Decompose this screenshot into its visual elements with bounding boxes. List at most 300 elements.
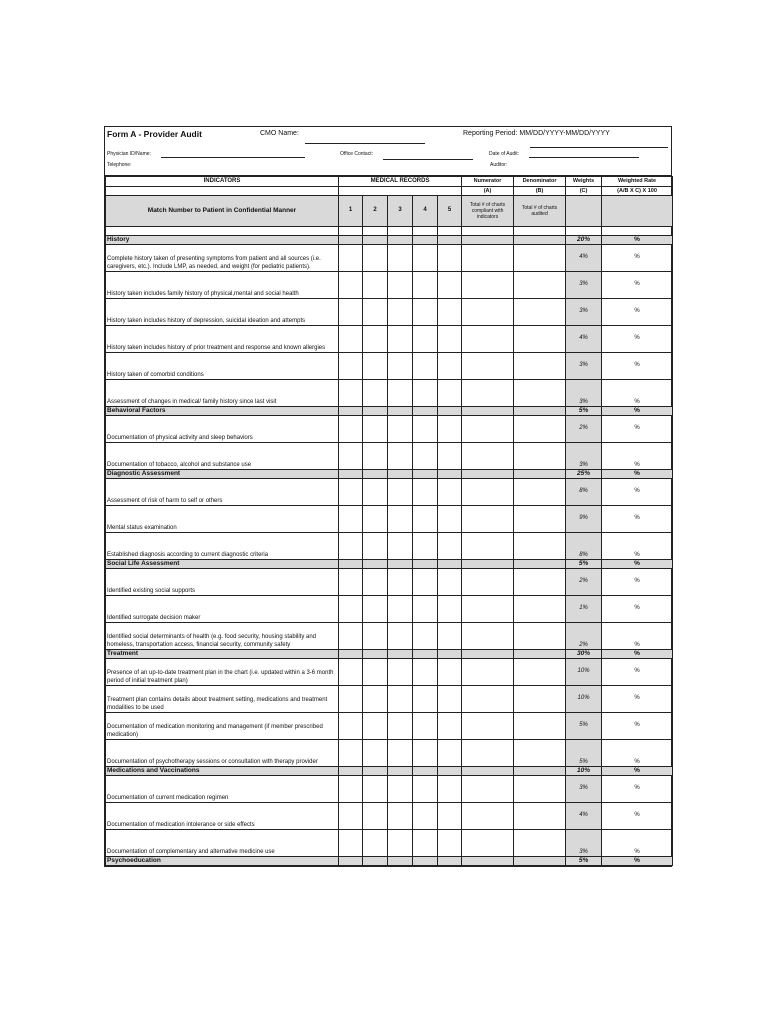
record-check-cell[interactable] (388, 623, 413, 650)
record-cell (438, 407, 462, 416)
denominator-input[interactable] (514, 353, 566, 380)
record-check-cell[interactable] (388, 506, 413, 533)
numerator-input[interactable] (462, 245, 514, 272)
weighted-rate-formula: (A/B X C) X 100 (602, 187, 673, 196)
numerator-input[interactable] (462, 443, 514, 470)
record-cell (413, 857, 438, 866)
section-title: Treatment (106, 650, 339, 659)
record-check-cell[interactable] (388, 380, 413, 407)
indicator-rate: % (602, 533, 673, 560)
denominator-input[interactable] (514, 416, 566, 443)
auditor-label: Auditor: (490, 162, 508, 168)
record-check-cell[interactable] (388, 479, 413, 506)
record-check-cell[interactable] (438, 299, 462, 326)
record-cell (363, 857, 388, 866)
indicator-text: Mental status examination (106, 506, 339, 533)
record-check-cell[interactable] (339, 740, 363, 767)
numerator-input[interactable] (462, 569, 514, 596)
denominator-header: Denominator (514, 177, 566, 187)
record-check-cell[interactable] (413, 659, 438, 686)
record-check-cell[interactable] (363, 686, 388, 713)
record-cell (388, 236, 413, 245)
record-check-cell[interactable] (388, 443, 413, 470)
indicator-weight: 4% (566, 803, 602, 830)
record-cell (388, 857, 413, 866)
numerator-cell (462, 767, 514, 776)
record-check-cell[interactable] (438, 740, 462, 767)
denominator-desc: Total # of charts audited (514, 196, 566, 227)
record-cell (339, 407, 363, 416)
record-check-cell[interactable] (438, 416, 462, 443)
record-check-cell[interactable] (388, 299, 413, 326)
record-check-cell[interactable] (363, 569, 388, 596)
section-title: Diagnostic Assessment (106, 470, 339, 479)
record-check-cell[interactable] (413, 533, 438, 560)
section-rate: % (602, 407, 673, 416)
section-row (106, 857, 673, 866)
numerator-cell (462, 236, 514, 245)
date-audit-field[interactable] (529, 157, 639, 158)
indicator-text: History taken of comorbid conditions (106, 353, 339, 380)
record-check-cell[interactable] (339, 659, 363, 686)
indicator-weight: 3% (566, 299, 602, 326)
office-contact-label: Office Contact: (340, 151, 373, 157)
record-check-cell[interactable] (438, 380, 462, 407)
record-check-cell[interactable] (339, 272, 363, 299)
numerator-input[interactable] (462, 272, 514, 299)
record-check-cell[interactable] (388, 803, 413, 830)
numerator-input[interactable] (462, 380, 514, 407)
numerator-input[interactable] (462, 803, 514, 830)
record-check-cell[interactable] (388, 596, 413, 623)
denominator-cell (514, 767, 566, 776)
numerator-input[interactable] (462, 659, 514, 686)
record-cell (413, 767, 438, 776)
record-check-cell[interactable] (388, 776, 413, 803)
record-number-5: 5 (438, 196, 462, 227)
indicator-rate: % (602, 776, 673, 803)
record-check-cell[interactable] (339, 596, 363, 623)
indicator-row (106, 326, 673, 353)
record-check-cell[interactable] (438, 272, 462, 299)
indicator-weight: 10% (566, 686, 602, 713)
indicator-text: Assessment of risk of harm to self or others (106, 479, 339, 506)
indicator-row (106, 596, 673, 623)
indicator-text: Documentation of complementary and alternative medicine use (106, 830, 339, 857)
record-check-cell[interactable] (339, 803, 363, 830)
denominator-cell (514, 236, 566, 245)
record-check-cell[interactable] (363, 272, 388, 299)
indicator-rate: % (602, 623, 673, 650)
record-check-cell[interactable] (413, 479, 438, 506)
section-rate: % (602, 470, 673, 479)
indicator-weight: 3% (566, 353, 602, 380)
indicator-rate: % (602, 686, 673, 713)
indicator-row (106, 443, 673, 470)
record-check-cell[interactable] (413, 776, 438, 803)
numerator-input[interactable] (462, 479, 514, 506)
denominator-input[interactable] (514, 569, 566, 596)
weights-header: Weights (566, 177, 602, 187)
section-rate: % (602, 236, 673, 245)
record-check-cell[interactable] (413, 353, 438, 380)
record-check-cell[interactable] (363, 533, 388, 560)
indicator-rate: % (602, 326, 673, 353)
record-check-cell[interactable] (438, 803, 462, 830)
denominator-input[interactable] (514, 659, 566, 686)
record-check-cell[interactable] (413, 740, 438, 767)
record-cell (413, 470, 438, 479)
denominator-input[interactable] (514, 272, 566, 299)
indicator-rate: % (602, 659, 673, 686)
record-check-cell[interactable] (363, 596, 388, 623)
indicator-weight: 3% (566, 443, 602, 470)
reporting-period-field[interactable] (530, 147, 668, 148)
record-check-cell[interactable] (413, 713, 438, 740)
record-check-cell[interactable] (438, 569, 462, 596)
record-cell (438, 857, 462, 866)
indicator-rate: % (602, 272, 673, 299)
indicator-weight: 5% (566, 713, 602, 740)
weighted-rate-header: Weighted Rate (602, 177, 673, 187)
numerator-code: (A) (462, 187, 514, 196)
indicator-text: Identified existing social supports (106, 569, 339, 596)
record-check-cell[interactable] (363, 380, 388, 407)
indicator-row (106, 506, 673, 533)
record-check-cell[interactable] (438, 596, 462, 623)
record-check-cell[interactable] (413, 299, 438, 326)
record-check-cell[interactable] (413, 416, 438, 443)
record-check-cell[interactable] (388, 830, 413, 857)
record-check-cell[interactable] (363, 740, 388, 767)
record-check-cell[interactable] (363, 299, 388, 326)
record-check-cell[interactable] (413, 830, 438, 857)
record-check-cell[interactable] (339, 506, 363, 533)
numerator-cell (462, 650, 514, 659)
record-cell (438, 650, 462, 659)
indicators-header: INDICATORS (106, 177, 339, 187)
record-check-cell[interactable] (339, 569, 363, 596)
record-check-cell[interactable] (339, 830, 363, 857)
indicator-weight: 8% (566, 533, 602, 560)
numerator-input[interactable] (462, 623, 514, 650)
indicator-weight: 1% (566, 596, 602, 623)
record-number-4: 4 (413, 196, 438, 227)
record-check-cell[interactable] (363, 830, 388, 857)
indicator-rate: % (602, 479, 673, 506)
indicator-weight: 3% (566, 380, 602, 407)
denominator-input[interactable] (514, 326, 566, 353)
record-check-cell[interactable] (363, 623, 388, 650)
section-rate: % (602, 767, 673, 776)
denominator-input[interactable] (514, 686, 566, 713)
record-check-cell[interactable] (388, 713, 413, 740)
numerator-cell (462, 560, 514, 569)
denominator-cell (514, 857, 566, 866)
denominator-input[interactable] (514, 803, 566, 830)
record-check-cell[interactable] (363, 479, 388, 506)
record-check-cell[interactable] (363, 659, 388, 686)
record-check-cell[interactable] (438, 326, 462, 353)
indicator-text: Documentation of psychotherapy sessions or consultation with therapy provider (106, 740, 339, 767)
medical-records-header: MEDICAL RECORDS (339, 177, 462, 187)
section-weight: 30% (566, 650, 602, 659)
record-check-cell[interactable] (339, 443, 363, 470)
denominator-input[interactable] (514, 623, 566, 650)
record-check-cell[interactable] (413, 272, 438, 299)
numerator-cell (462, 407, 514, 416)
record-check-cell[interactable] (388, 569, 413, 596)
record-check-cell[interactable] (363, 443, 388, 470)
physician-field[interactable] (161, 157, 305, 158)
record-cell (438, 470, 462, 479)
record-check-cell[interactable] (339, 479, 363, 506)
record-check-cell[interactable] (363, 776, 388, 803)
indicator-rate: % (602, 353, 673, 380)
section-rate: % (602, 650, 673, 659)
section-weight: 5% (566, 407, 602, 416)
numerator-cell (462, 857, 514, 866)
section-title: Social Life Assessment (106, 560, 339, 569)
record-check-cell[interactable] (388, 416, 413, 443)
record-check-cell[interactable] (438, 506, 462, 533)
section-row (106, 560, 673, 569)
section-weight: 25% (566, 470, 602, 479)
indicator-row (106, 740, 673, 767)
section-title: Medications and Vaccinations (106, 767, 339, 776)
record-check-cell[interactable] (438, 713, 462, 740)
record-check-cell[interactable] (339, 416, 363, 443)
record-cell (388, 560, 413, 569)
record-check-cell[interactable] (413, 569, 438, 596)
record-check-cell[interactable] (388, 353, 413, 380)
numerator-input[interactable] (462, 740, 514, 767)
record-cell (413, 407, 438, 416)
indicator-row (106, 569, 673, 596)
numerator-input[interactable] (462, 326, 514, 353)
numerator-cell (462, 470, 514, 479)
record-check-cell[interactable] (438, 830, 462, 857)
record-check-cell[interactable] (388, 659, 413, 686)
indicator-rate: % (602, 596, 673, 623)
indicator-rate: % (602, 245, 673, 272)
indicator-weight: 9% (566, 506, 602, 533)
indicator-weight: 4% (566, 245, 602, 272)
record-check-cell[interactable] (438, 443, 462, 470)
record-check-cell[interactable] (339, 299, 363, 326)
numerator-desc: Total # of charts compliant with indicators (462, 196, 514, 227)
record-check-cell[interactable] (438, 623, 462, 650)
record-cell (413, 650, 438, 659)
record-check-cell[interactable] (388, 740, 413, 767)
indicator-text: Documentation of physical activity and sleep behaviors (106, 416, 339, 443)
numerator-input[interactable] (462, 686, 514, 713)
indicator-weight: 3% (566, 776, 602, 803)
record-check-cell[interactable] (339, 245, 363, 272)
record-check-cell[interactable] (339, 353, 363, 380)
indicator-weight: 3% (566, 830, 602, 857)
record-cell (363, 560, 388, 569)
record-check-cell[interactable] (413, 596, 438, 623)
section-title: History (106, 236, 339, 245)
numerator-input[interactable] (462, 533, 514, 560)
record-cell (339, 470, 363, 479)
section-rate: % (602, 857, 673, 866)
indicator-rate: % (602, 506, 673, 533)
cmo-name-field[interactable] (305, 143, 425, 144)
reporting-period-label: Reporting Period: MM/DD/YYYY-MM/DD/YYYY (463, 130, 610, 137)
record-check-cell[interactable] (388, 326, 413, 353)
indicator-text: Assessment of changes in medical/ family history since last visit (106, 380, 339, 407)
record-check-cell[interactable] (413, 686, 438, 713)
denominator-cell (514, 650, 566, 659)
numerator-input[interactable] (462, 353, 514, 380)
indicator-row (106, 245, 673, 272)
record-cell (363, 470, 388, 479)
indicator-rate: % (602, 830, 673, 857)
physician-label: Physician ID/Name: (107, 151, 151, 157)
indicator-rate: % (602, 713, 673, 740)
record-check-cell[interactable] (339, 713, 363, 740)
record-check-cell[interactable] (363, 353, 388, 380)
section-weight: 10% (566, 767, 602, 776)
denominator-input[interactable] (514, 245, 566, 272)
record-check-cell[interactable] (413, 506, 438, 533)
numerator-input[interactable] (462, 506, 514, 533)
office-contact-field[interactable] (383, 159, 473, 160)
record-check-cell[interactable] (363, 245, 388, 272)
section-weight: 5% (566, 560, 602, 569)
indicator-row (106, 830, 673, 857)
date-audit-label: Date of Audit: (489, 151, 520, 157)
indicator-weight: 3% (566, 272, 602, 299)
telephone-label: Telephone: (107, 162, 132, 168)
record-check-cell[interactable] (438, 479, 462, 506)
record-check-cell[interactable] (388, 533, 413, 560)
indicator-row (106, 479, 673, 506)
numerator-input[interactable] (462, 299, 514, 326)
indicator-weight: 2% (566, 416, 602, 443)
record-check-cell[interactable] (363, 326, 388, 353)
record-check-cell[interactable] (413, 326, 438, 353)
record-check-cell[interactable] (438, 533, 462, 560)
cmo-name-label: CMO Name: (260, 130, 299, 137)
form-title: Form A - Provider Audit (107, 129, 202, 139)
denominator-input[interactable] (514, 713, 566, 740)
indicator-rate: % (602, 740, 673, 767)
indicator-row (106, 776, 673, 803)
indicator-row (106, 686, 673, 713)
numerator-input[interactable] (462, 596, 514, 623)
numerator-input[interactable] (462, 416, 514, 443)
record-cell (339, 857, 363, 866)
indicator-weight: 10% (566, 659, 602, 686)
denominator-cell (514, 470, 566, 479)
indicator-rate: % (602, 569, 673, 596)
record-check-cell[interactable] (363, 506, 388, 533)
denominator-input[interactable] (514, 443, 566, 470)
denominator-input[interactable] (514, 830, 566, 857)
indicator-row (106, 803, 673, 830)
record-check-cell[interactable] (339, 686, 363, 713)
record-check-cell[interactable] (413, 245, 438, 272)
indicator-row (106, 659, 673, 686)
section-weight: 5% (566, 857, 602, 866)
record-check-cell[interactable] (388, 686, 413, 713)
record-check-cell[interactable] (363, 416, 388, 443)
record-check-cell[interactable] (339, 776, 363, 803)
denominator-input[interactable] (514, 506, 566, 533)
record-check-cell[interactable] (363, 713, 388, 740)
record-check-cell[interactable] (438, 686, 462, 713)
record-check-cell[interactable] (438, 245, 462, 272)
record-check-cell[interactable] (388, 272, 413, 299)
indicator-row (106, 416, 673, 443)
record-check-cell[interactable] (339, 623, 363, 650)
record-number-2: 2 (363, 196, 388, 227)
record-check-cell[interactable] (413, 443, 438, 470)
numerator-header: Numerator (462, 177, 514, 187)
record-check-cell[interactable] (339, 533, 363, 560)
indicator-weight: 8% (566, 479, 602, 506)
numerator-input[interactable] (462, 713, 514, 740)
record-cell (388, 407, 413, 416)
record-cell (388, 650, 413, 659)
indicator-row (106, 380, 673, 407)
record-check-cell[interactable] (413, 380, 438, 407)
indicator-row (106, 272, 673, 299)
denominator-input[interactable] (514, 740, 566, 767)
record-check-cell[interactable] (438, 776, 462, 803)
record-check-cell[interactable] (438, 659, 462, 686)
indicator-text: Established diagnosis according to current diagnostic criteria (106, 533, 339, 560)
indicator-text: History taken includes history of prior treatment and response and known allergies (106, 326, 339, 353)
denominator-input[interactable] (514, 776, 566, 803)
indicator-row (106, 353, 673, 380)
section-title: Behavioral Factors (106, 407, 339, 416)
indicator-text: Documentation of medication monitoring and management (if member prescribed medication) (106, 713, 339, 740)
section-row (106, 407, 673, 416)
record-check-cell[interactable] (363, 803, 388, 830)
denominator-input[interactable] (514, 380, 566, 407)
indicator-weight: 2% (566, 569, 602, 596)
record-check-cell[interactable] (438, 353, 462, 380)
section-row (106, 470, 673, 479)
record-number-3: 3 (388, 196, 413, 227)
denominator-input[interactable] (514, 533, 566, 560)
record-cell (339, 767, 363, 776)
denominator-input[interactable] (514, 596, 566, 623)
record-check-cell[interactable] (339, 380, 363, 407)
indicator-text: Documentation of medication intolerance or side effects (106, 803, 339, 830)
indicator-rate: % (602, 416, 673, 443)
record-check-cell[interactable] (413, 803, 438, 830)
indicator-text: Identified social determinants of health (e.g. food security, housing stability and homeless, transportation access, financial security, community safety (106, 623, 339, 650)
record-check-cell[interactable] (388, 245, 413, 272)
numerator-input[interactable] (462, 830, 514, 857)
indicator-rate: % (602, 803, 673, 830)
record-check-cell[interactable] (413, 623, 438, 650)
denominator-input[interactable] (514, 479, 566, 506)
section-row (106, 650, 673, 659)
record-check-cell[interactable] (339, 326, 363, 353)
denominator-input[interactable] (514, 299, 566, 326)
indicator-text: Identified surrogate decision maker (106, 596, 339, 623)
indicator-row (106, 533, 673, 560)
indicator-rate: % (602, 443, 673, 470)
indicator-weight: 5% (566, 740, 602, 767)
numerator-input[interactable] (462, 776, 514, 803)
